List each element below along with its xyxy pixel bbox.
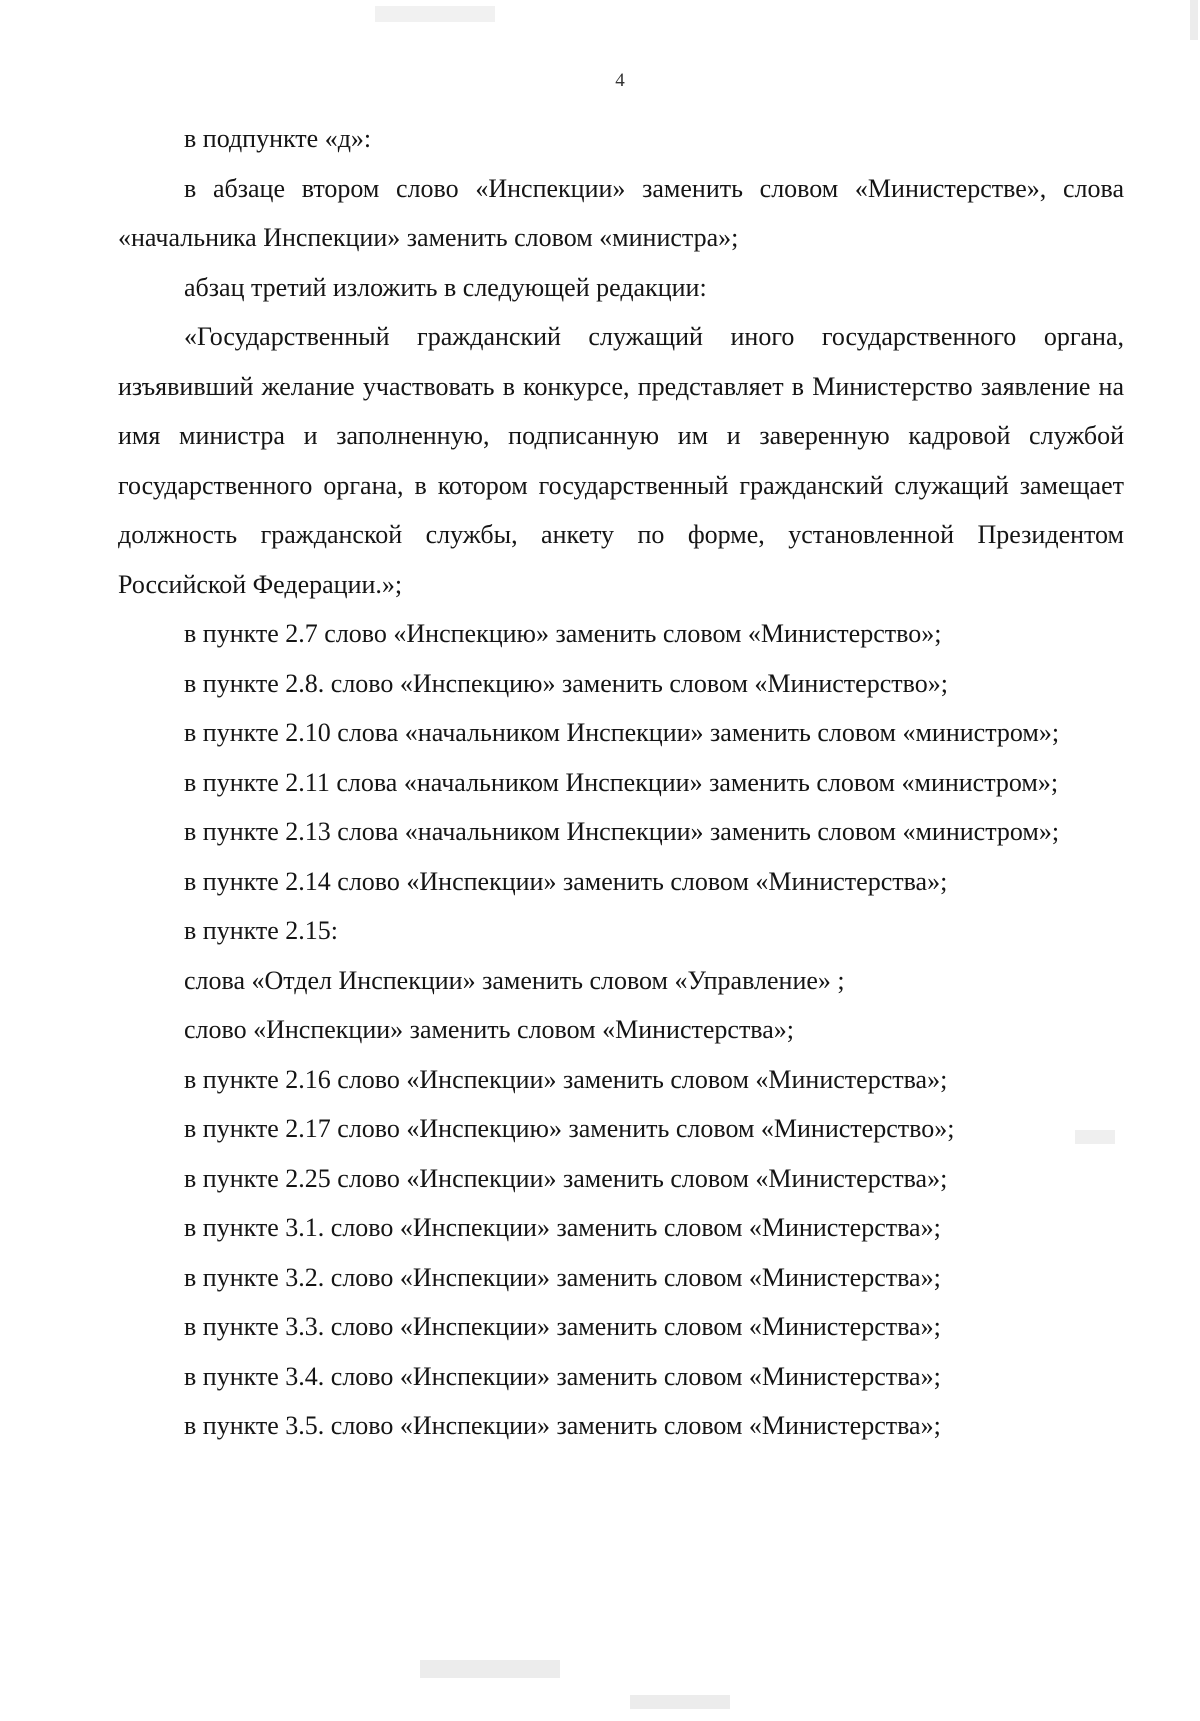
paragraph: в пункте 3.1. слово «Инспекции» заменить словом «Министерства»; — [184, 1213, 941, 1242]
paragraph: в пункте 2.15: — [184, 916, 339, 945]
page-number: 4 — [615, 70, 625, 91]
paragraph: в пункте 2.8. слово «Инспекцию» заменить словом «Министерство»; — [184, 668, 948, 698]
paragraph: в пункте 3.3. слово «Инспекции» заменить словом «Министерства»; — [184, 1312, 941, 1341]
paragraph: в пункте 2.11 слова «начальником Инспекции» заменить словом «министром»; — [184, 767, 1059, 797]
scan-noise — [1190, 0, 1198, 40]
scan-noise — [630, 1695, 730, 1709]
paragraph: слова «Отдел Инспекции» заменить словом «Управление» ; — [184, 965, 845, 995]
paragraph: в пункте 3.4. слово «Инспекции» заменить словом «Министерства»; — [184, 1361, 941, 1391]
paragraph: в пункте 2.10 слова «начальником Инспекции» заменить словом «министром»; — [184, 718, 1060, 747]
paragraph: в пункте 2.14 слово «Инспекции» заменить словом «Министерства»; — [184, 866, 948, 896]
document-body — [118, 114, 1124, 1451]
paragraph: в подпункте «д»: — [184, 124, 372, 153]
paragraph: абзац третий изложить в следующей редакции: — [184, 272, 707, 302]
scan-noise — [1075, 1130, 1115, 1144]
scan-noise — [420, 1660, 560, 1678]
paragraph: в пункте 2.13 слова «начальником Инспекции» заменить словом «министром»; — [184, 817, 1060, 846]
paragraph: в абзаце втором слово «Инспекции» заменить словом «Министерстве», слова «начальника Инспекции» заменить словом «министра»; — [118, 173, 1124, 252]
paragraph: в пункте 3.2. слово «Инспекции» заменить словом «Министерства»; — [184, 1262, 941, 1292]
paragraph: в пункте 2.25 слово «Инспекции» заменить словом «Министерства»; — [184, 1163, 948, 1193]
paragraph: в пункте 2.7 слово «Инспекцию» заменить словом «Министерство»; — [184, 619, 942, 648]
paragraph: в пункте 2.16 слово «Инспекции» заменить словом «Министерства»; — [184, 1064, 948, 1094]
paragraph: в пункте 2.17 слово «Инспекцию» заменить словом «Министерство»; — [184, 1114, 955, 1143]
scan-noise — [375, 6, 495, 22]
paragraph: слово «Инспекции» заменить словом «Министерства»; — [184, 1015, 794, 1044]
paragraph: «Государственный гражданский служащий иного государственного органа, изъявивший желание участвовать в конкурсе, представляет в Министерство заявление на имя министра и заполненную, подписанную им и заверенную кадровой службой государственного органа, в котором государственный гражданский служащий замещает должность гражданской службы, анкету по форме, установленной Президентом Российской Федерации.»; — [118, 322, 1124, 599]
paragraph: в пункте 3.5. слово «Инспекции» заменить словом «Министерства»; — [184, 1411, 941, 1440]
